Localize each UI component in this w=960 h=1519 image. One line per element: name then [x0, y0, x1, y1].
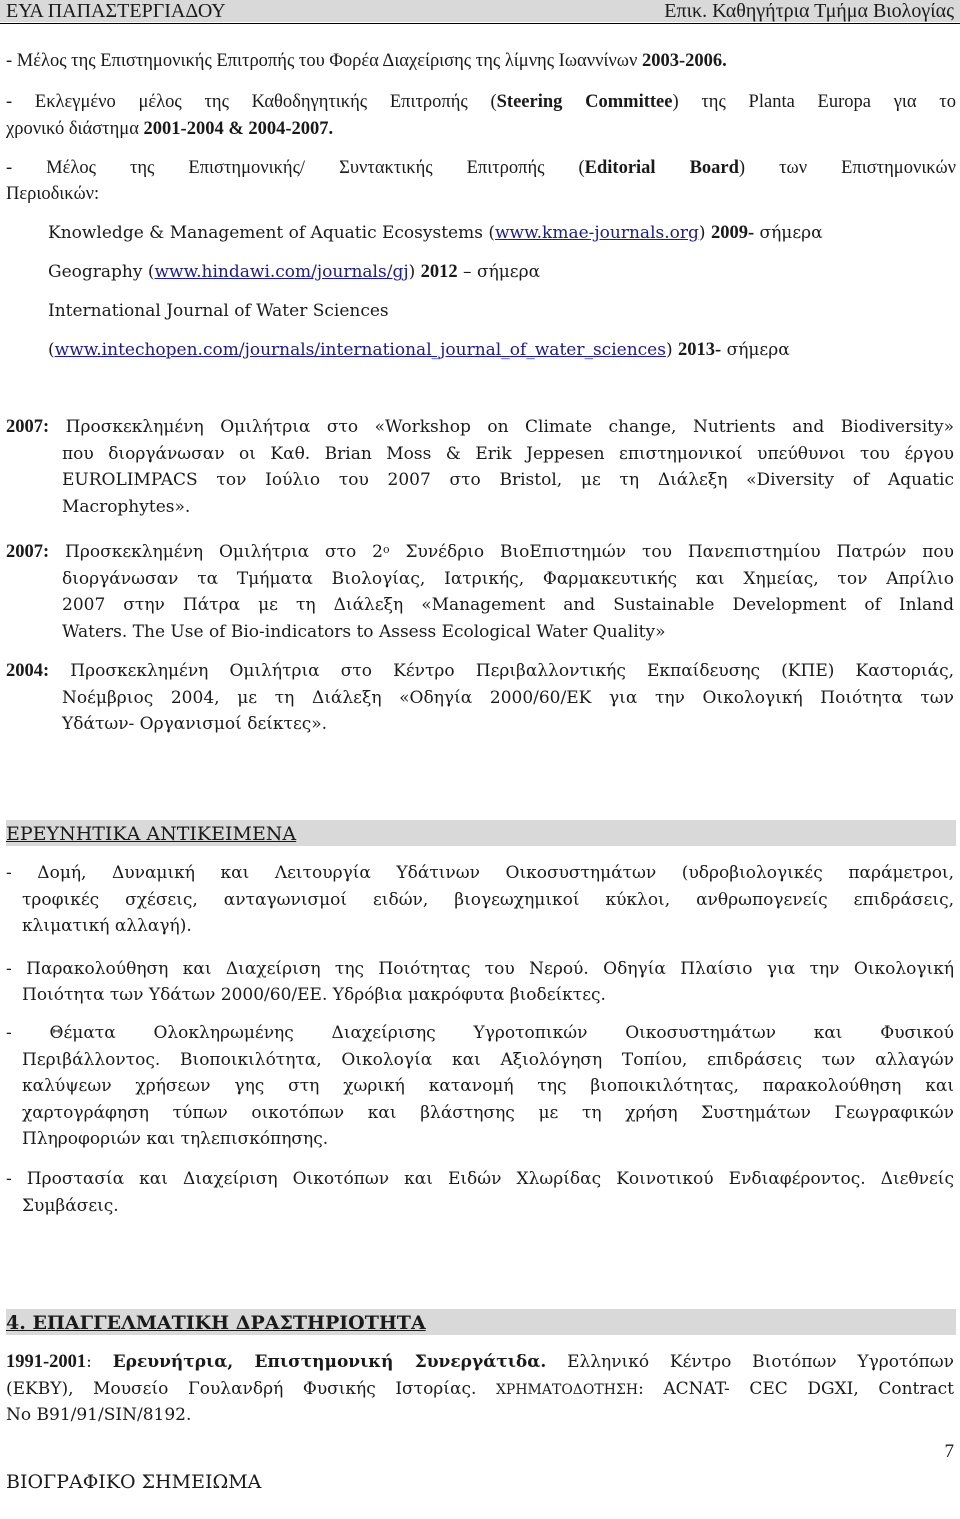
research-item-2-l2: Ποιότητα των Υδάτων 2000/60/ΕΕ. Υδρόβια μακρόφυτα βιοδείκτες. [22, 985, 606, 1005]
talk-2007-patras: 2007: Προσκεκλημένη Ομιλήτρια στο $2^o$ Συνέδριο ΒιοΕπιστημών του Πανεπιστημίου Πατρών που [6, 542, 954, 562]
talk-2007-patras-l4: Waters. The Use of Bio-indicators to Assess Ecological Water Quality» [62, 622, 666, 642]
talk-2004-kastoria-l3: Υδάτων- Οργανισμοί δείκτες». [62, 714, 328, 734]
journal-kmae: Knowledge & Management of Aquatic Ecosystems (www.kmae-journals.org) 2009- σήμερα [48, 223, 823, 243]
header-position: Επικ. Καθηγήτρια Τμήμα Βιολογίας [664, 0, 954, 22]
research-item-2: - Παρακολούθηση και Διαχείριση της Ποιότητας του Νερού. Οδηγία Πλαίσιο για την Οικολογική [6, 959, 954, 979]
talk-2004-kastoria: 2004: Προσκεκλημένη Ομιλήτρια στο Κέντρο Περιβαλλοντικής Εκπαίδευσης (ΚΠΕ) Καστοριάς, [6, 661, 954, 681]
committee-item-editorial: - Μέλος της Επιστημονικής/ Συντακτικής Επιτροπής (Editorial Board) των Επιστημονικών [6, 158, 956, 178]
talk-2007-bristol-l4: Macrophytes». [62, 497, 191, 517]
journal-geography-link[interactable]: www.hindawi.com/journals/gj [154, 262, 409, 282]
research-item-1-l2: τροφικές σχέσεις, ανταγωνισμοί ειδών, βιογεωχημικοί κύκλοι, ανθρωπογενείς επιδράσεις, [22, 890, 954, 910]
committee-item-steering-cont: χρονικό διάστημα 2001-2004 & 2004-2007. [6, 119, 334, 139]
committee-item-editorial-cont: Περιοδικών: [6, 184, 100, 204]
talk-2007-bristol: 2007: Προσκεκλημένη Ομιλήτρια στο «Workshop on Climate change, Nutrients and Biodiversity» [6, 417, 954, 437]
talk-2007-bristol-l3: EUROLIMPACS τον Ιούλιο του 2007 στο Bristol, με τη Διάλεξη «Diversity of Aquatic [62, 470, 954, 490]
talk-2007-patras-l2: διοργάνωσαν τα Τμήματα Βιολογίας, Ιατρικής, Φαρμακευτικής και Χημείας, τον Απρίλιο [62, 569, 954, 589]
professional-entry: 1991-2001: Ερευνήτρια, Επιστημονική Συνεργάτιδα. Ελληνικό Κέντρο Βιοτόπων Υγροτόπων [6, 1352, 954, 1372]
talk-2004-kastoria-l2: Νοέμβριος 2004, με τη Διάλεξη «Οδηγία 2000/60/ΕΚ για την Οικολογική Ποιότητα των [62, 688, 954, 708]
journal-geography: Geography (www.hindawi.com/journals/gj) 2012 – σήμερα [48, 262, 541, 282]
talk-2007-patras-l3: 2007 στην Πάτρα με τη Διάλεξη «Management and Sustainable Development of Inland [62, 595, 954, 615]
header-divider [0, 23, 960, 24]
professional-entry-l2: (ΕΚΒΥ), Μουσείο Γουλανδρή Φυσικής Ιστορίας. ΧΡΗΜΑΤΟΔΟΤΗΣΗ: ACNAT- CEC DGXI, Contract [6, 1379, 954, 1399]
research-item-3: - Θέματα Ολοκληρωμένης Διαχείρισης Υγροτοπικών Οικοσυστημάτων και Φυσικού [6, 1023, 954, 1043]
committee-item-ioannina: - Μέλος της Επιστημονικής Επιτροπής του Φορέα Διαχείρισης της λίμνης Ιωαννίνων 2003-2006. [6, 51, 727, 71]
page-number: 7 [944, 1441, 954, 1462]
talk-2007-bristol-l2: που διοργάνωσαν οι Καθ. Brian Moss & Erik Jeppesen επιστημονικοί υπεύθυνοι του έργου [62, 444, 954, 464]
research-section-header [6, 820, 956, 846]
research-item-4-l2: Συμβάσεις. [22, 1196, 119, 1216]
header-author: ΕΥΑ ΠΑΠΑΣΤΕΡΓΙΑΔΟΥ [6, 0, 226, 22]
research-item-1: - Δομή, Δυναμική και Λειτουργία Υδάτινων Οικοσυστημάτων (υδροβιολογικές παράμετροι, [6, 863, 954, 883]
journal-ijws-cont: (www.intechopen.com/journals/international_journal_of_water_sciences) 2013- σήμερα [48, 340, 790, 360]
journal-kmae-link[interactable]: www.kmae-journals.org [495, 223, 699, 243]
committee-item-steering: - Εκλεγμένο μέλος της Καθοδηγητικής Επιτροπής (Steering Committee) της Planta Europa για το [6, 92, 956, 112]
journal-ijws: International Journal of Water Sciences [48, 301, 389, 321]
research-item-3-l3: καλύψεων χρήσεων γης στη χωρική κατανομή της βιοποικιλότητας, παρακολούθηση και [22, 1076, 954, 1096]
research-item-3-l4: χαρτογράφηση τύπων οικοτόπων και βλάστησης με τη χρήση Συστημάτων Γεωγραφικών [22, 1103, 954, 1123]
professional-entry-l3: No B91/91/SIN/8192. [6, 1405, 192, 1425]
research-item-3-l5: Πληροφοριών και τηλεπισκόπησης. [22, 1129, 329, 1149]
research-item-4: - Προστασία και Διαχείριση Οικοτόπων και Ειδών Χλωρίδας Κοινοτικού Ενδιαφέροντος. Διεθνείς [6, 1169, 954, 1189]
research-item-1-l3: κλιματική αλλαγή). [22, 916, 192, 936]
research-item-3-l2: Περιβάλλοντος. Βιοποικιλότητα, Οικολογία και Αξιολόγηση Τοπίου, επιδράσεις των αλλαγών [22, 1050, 954, 1070]
research-section-title: ΕΡΕΥΝΗΤΙΚΑ ΑΝΤΙΚΕΙΜΕΝΑ [6, 823, 297, 845]
professional-section-header [6, 1309, 956, 1335]
journal-ijws-link[interactable]: www.intechopen.com/journals/international_journal_of_water_sciences [54, 340, 666, 360]
page-header [0, 0, 960, 22]
footer-title: ΒΙΟΓΡΑΦΙΚΟ ΣΗΜΕΙΩΜΑ [6, 1471, 262, 1493]
professional-section-title: 4. ΕΠΑΓΓΕΛΜΑΤΙΚΗ ΔΡΑΣΤΗΡΙΟΤΗΤΑ [6, 1312, 426, 1334]
